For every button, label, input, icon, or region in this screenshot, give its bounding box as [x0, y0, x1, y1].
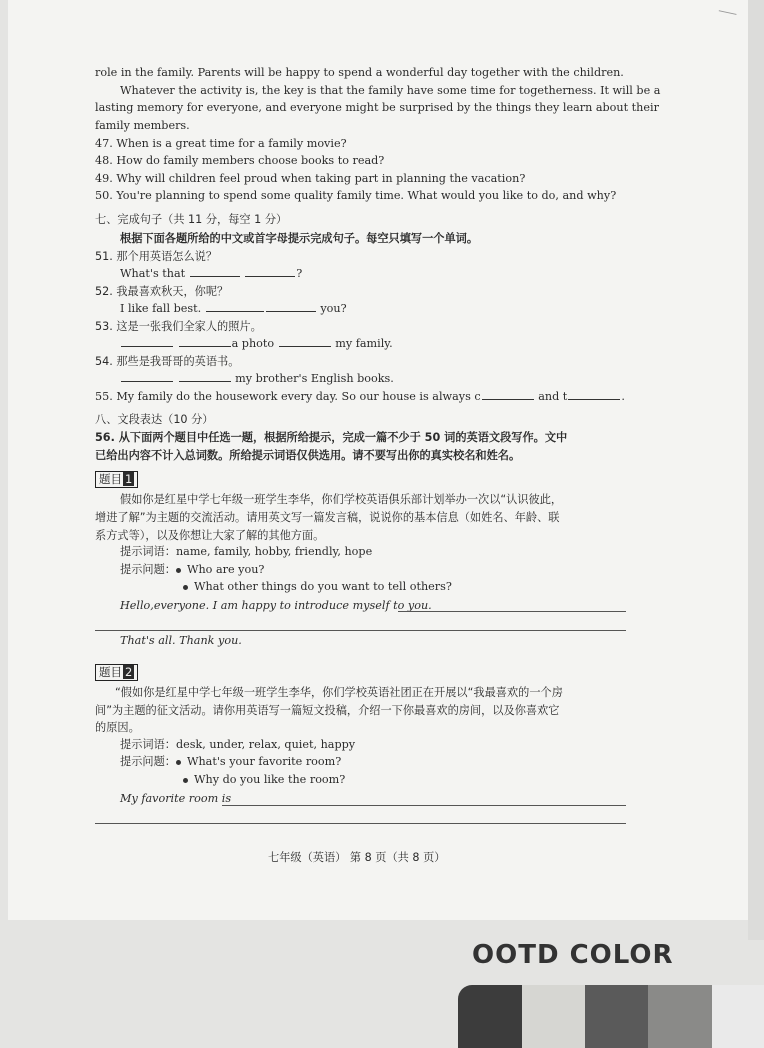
color-swatch	[522, 985, 585, 1048]
bullet-icon	[183, 778, 188, 783]
color-swatch	[712, 985, 764, 1048]
question-48: 48. How do family members choose books to read?	[95, 154, 385, 167]
q51-prefix: What's that	[120, 267, 186, 280]
answer-blank[interactable]	[279, 335, 331, 347]
question-49: 49. Why will children feel proud when taking part in planning the vacation?	[95, 172, 526, 185]
topic-2-opening: My favorite room is	[120, 792, 232, 805]
answer-blank[interactable]	[121, 335, 173, 347]
answer-blank[interactable]	[190, 265, 240, 277]
hint-words: desk, under, relax, quiet, happy	[175, 738, 356, 751]
q53-middle: a photo	[231, 337, 275, 350]
q52-chinese: 52. 我最喜欢秋天，你呢？	[95, 285, 229, 298]
topic-2-hint-question-1	[120, 753, 341, 771]
writing-line[interactable]	[222, 805, 626, 806]
hint-question: Who are you?	[186, 563, 265, 576]
topic-2-hint-question-2	[183, 771, 345, 789]
color-swatch	[585, 985, 648, 1048]
answer-blank[interactable]	[568, 388, 620, 400]
section-7-instruction: 根据下面各题所给的中文或首字母提示完成句子。每空只填写一个单词。	[120, 232, 479, 245]
topic-2-paragraph: “假如你是红星中学七年级一班学生李华，你们学校英语社团正在开展以“我最喜欢的一个房	[115, 686, 563, 699]
answer-blank[interactable]	[266, 300, 316, 312]
hint-words: name, family, hobby, friendly, hope	[175, 545, 373, 558]
q55-middle: and t	[538, 390, 568, 403]
passage-line: role in the family. Parents will be happy to spend a wonderful day together with the children.	[95, 66, 624, 79]
topic-label-text: 题目	[99, 472, 122, 486]
topic-2-paragraph: 的原因。	[95, 721, 140, 734]
hint-question: What's your favorite room?	[186, 755, 342, 768]
answer-blank[interactable]	[179, 335, 231, 347]
q54-chinese: 54. 那些是我哥哥的英语书。	[95, 355, 240, 368]
passage-line: family members.	[95, 119, 190, 132]
q52-suffix: you?	[320, 302, 347, 315]
q54-suffix: my brother's English books.	[235, 372, 394, 385]
writing-line[interactable]	[95, 823, 626, 824]
hint-questions-label: 提示问题：	[120, 755, 176, 768]
color-swatch	[458, 985, 522, 1048]
question-50: 50. You're planning to spend some quality family time. What would you like to do, and why?	[95, 189, 617, 202]
topic-1-hint-question-2	[183, 578, 452, 596]
topic-label-text: 题目	[99, 665, 122, 679]
topic-2-paragraph: 间”为主题的征文活动。请你用英语写一篇短文投稿，介绍一下你最喜欢的房间，以及你喜欢它	[95, 704, 560, 717]
writing-line[interactable]	[95, 630, 626, 631]
bullet-icon	[176, 568, 181, 573]
answer-blank[interactable]	[206, 300, 264, 312]
topic-1-hint-words	[120, 543, 372, 561]
topic-1-paragraph: 假如你是红星中学七年级一班学生李华，你们学校英语俱乐部计划举办一次以“认识彼此，	[120, 493, 563, 506]
color-swatch	[648, 985, 712, 1048]
q53-suffix: my family.	[335, 337, 393, 350]
bullet-icon	[176, 760, 181, 765]
answer-blank[interactable]	[121, 370, 173, 382]
bullet-icon	[183, 585, 188, 590]
section-8-instruction: 56. 从下面两个题目中任选一题，根据所给提示，完成一篇不少于 50 词的英语文段写作。文中	[95, 431, 568, 444]
section-7-title: 七、完成句子（共 11 分，每空 1 分）	[95, 213, 288, 226]
topic-1-opening: Hello,everyone. I am happy to introduce myself to you.	[120, 599, 432, 612]
q51-english	[120, 265, 302, 283]
ootd-color-label: OOTD COLOR	[472, 940, 674, 970]
hint-words-label: 提示词语：	[120, 738, 176, 751]
section-8-title: 八、文段表达（10 分）	[95, 413, 214, 426]
q52-prefix: I like fall best.	[120, 302, 202, 315]
page-footer: 七年级（英语） 第 8 页（共 8 页）	[268, 851, 446, 864]
section-8-instruction: 已给出内容不计入总词数。所给提示词语仅供选用。请不要写出你的真实校名和姓名。	[95, 449, 521, 462]
q53-chinese: 53. 这是一张我们全家人的照片。	[95, 320, 262, 333]
passage-line: lasting memory for everyone, and everyone might be surprised by the things they learn about their	[95, 101, 659, 114]
q55-prefix: 55. My family do the housework every day. So our house is always c	[95, 390, 481, 403]
q55	[95, 388, 625, 406]
q52-english	[120, 300, 347, 318]
topic-1-paragraph: 增进了解”为主题的交流活动。请用英文写一篇发言稿，说说你的基本信息（如姓名、年龄、联	[95, 511, 560, 524]
writing-line[interactable]	[398, 611, 626, 612]
hint-questions-label: 提示问题：	[120, 563, 176, 576]
topic-1-hint-question-1	[120, 561, 264, 579]
topic-1-paragraph: 系方式等），以及你想让大家了解的其他方面。	[95, 529, 325, 542]
passage-line: Whatever the activity is, the key is that the family have some time for togetherness. It will be a	[120, 84, 661, 97]
hint-question: Why do you like the room?	[194, 773, 346, 786]
answer-blank[interactable]	[179, 370, 231, 382]
q53-english	[120, 335, 393, 353]
answer-blank[interactable]	[245, 265, 295, 277]
q51-suffix: ?	[296, 267, 303, 280]
hint-words-label: 提示词语：	[120, 545, 176, 558]
page-edge-shadow	[748, 0, 764, 940]
topic-2-hint-words	[120, 736, 355, 754]
topic-number: 2	[125, 665, 133, 679]
topic-1-label	[95, 471, 138, 488]
q55-end: .	[621, 390, 625, 403]
topic-1-closing: That's all. Thank you.	[120, 634, 242, 647]
topic-number: 1	[125, 472, 133, 486]
topic-2-label	[95, 664, 138, 681]
q51-chinese: 51. 那个用英语怎么说？	[95, 250, 218, 263]
answer-blank[interactable]	[482, 388, 534, 400]
question-47: 47. When is a great time for a family movie?	[95, 137, 347, 150]
hint-question: What other things do you want to tell others?	[194, 580, 452, 593]
q54-english	[120, 370, 394, 388]
